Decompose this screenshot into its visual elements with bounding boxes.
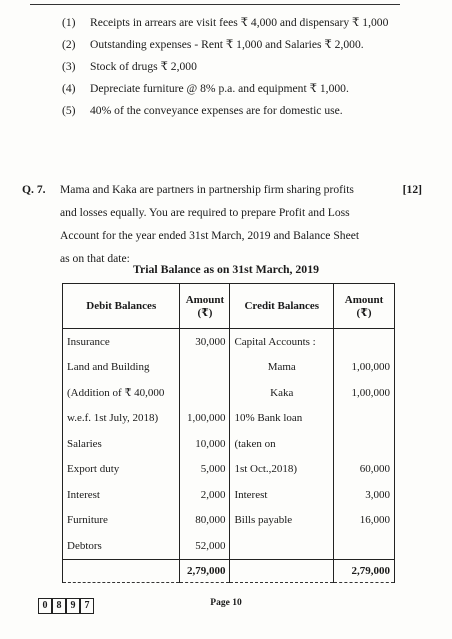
debit-amount-cell: 52,000	[180, 533, 230, 559]
table-row	[63, 533, 395, 559]
table-row	[63, 380, 395, 406]
debit-amount-cell: 30,000	[180, 329, 230, 355]
note-item	[62, 12, 407, 34]
debit-cell: w.e.f. 1st July, 2018)	[63, 406, 180, 432]
note-item	[62, 100, 407, 122]
credit-cell: Interest	[230, 482, 334, 508]
note-number: (2)	[62, 38, 76, 51]
table-row	[63, 431, 395, 457]
table-row	[63, 329, 395, 355]
credit-amount-cell: 1,00,000	[334, 355, 395, 381]
debit-total-label	[63, 559, 180, 582]
credit-cell: Kaka	[230, 380, 334, 406]
table-row	[63, 457, 395, 483]
note-text: Stock of drugs ₹ 2,000	[90, 60, 197, 73]
notes-list	[62, 12, 407, 122]
credit-amount-cell: 60,000	[334, 457, 395, 483]
note-text: Receipts in arrears are visit fees ₹ 4,000 and dispensary ₹ 1,000	[90, 16, 389, 29]
note-item	[62, 34, 407, 56]
table-row	[63, 508, 395, 534]
credit-cell: Mama	[230, 355, 334, 381]
debit-amount-cell: 2,000	[180, 482, 230, 508]
debit-cell: Salaries	[63, 431, 180, 457]
credit-total-label	[230, 559, 334, 582]
credit-amount-cell	[334, 533, 395, 559]
credit-amount-cell: 1,00,000	[334, 380, 395, 406]
table-row	[63, 482, 395, 508]
credit-amount-cell: 3,000	[334, 482, 395, 508]
note-text: Outstanding expenses - Rent ₹ 1,000 and Salaries ₹ 2,000.	[90, 38, 364, 51]
credit-amount-cell	[334, 329, 395, 355]
debit-amount-cell: 1,00,000	[180, 406, 230, 432]
credit-header: Credit Balances	[230, 284, 334, 329]
debit-cell: Interest	[63, 482, 180, 508]
credit-cell: (taken on	[230, 431, 334, 457]
note-item	[62, 78, 407, 100]
credit-cell	[230, 533, 334, 559]
debit-cell: Land and Building	[63, 355, 180, 381]
debit-cell: Export duty	[63, 457, 180, 483]
note-number: (1)	[62, 16, 76, 29]
credit-amount-header: Amount (₹)	[334, 284, 395, 329]
note-number: (4)	[62, 82, 76, 95]
totals-row	[63, 559, 395, 582]
note-text: 40% of the conveyance expenses are for domestic use.	[90, 104, 343, 117]
table-row	[63, 355, 395, 381]
question-text: Mama and Kaka are partners in partnership firm sharing profits and losses equally. You are required to prepare Profit and Loss Account for the year ended 31st March, 2019 and Balance Sheet as on that date:	[60, 183, 360, 265]
top-rule	[30, 4, 400, 5]
credit-cell: Capital Accounts :	[230, 329, 334, 355]
question-marks: [12]	[402, 183, 422, 196]
debit-amount-cell: 5,000	[180, 457, 230, 483]
debit-cell: Furniture	[63, 508, 180, 534]
debit-amount-cell	[180, 380, 230, 406]
debit-amount-header: Amount (₹)	[180, 284, 230, 329]
credit-amount-cell: 16,000	[334, 508, 395, 534]
table-header-row	[63, 284, 395, 329]
credit-cell: 10% Bank loan	[230, 406, 334, 432]
trial-balance-title: Trial Balance as on 31st March, 2019	[132, 262, 319, 276]
note-item	[62, 56, 407, 78]
page-number: Page 10	[210, 598, 242, 608]
note-number: (5)	[62, 104, 76, 117]
debit-amount-cell: 80,000	[180, 508, 230, 534]
paper-code-digit: 9	[66, 598, 80, 614]
question-number: Q. 7.	[22, 183, 46, 196]
paper-code-digit: 8	[52, 598, 66, 614]
debit-header: Debit Balances	[63, 284, 180, 329]
credit-amount-cell	[334, 431, 395, 457]
debit-cell: Insurance	[63, 329, 180, 355]
debit-cell: (Addition of ₹ 40,000	[63, 380, 180, 406]
note-text: Depreciate furniture @ 8% p.a. and equipment ₹ 1,000.	[90, 82, 349, 95]
paper-code-digit: 7	[80, 598, 94, 614]
debit-cell: Debtors	[63, 533, 180, 559]
credit-amount-cell	[334, 406, 395, 432]
credit-cell: Bills payable	[230, 508, 334, 534]
note-number: (3)	[62, 60, 76, 73]
credit-cell: 1st Oct.,2018)	[230, 457, 334, 483]
credit-total: 2,79,000	[334, 559, 395, 582]
debit-amount-cell	[180, 355, 230, 381]
trial-balance-table	[62, 283, 395, 583]
debit-total: 2,79,000	[180, 559, 230, 582]
debit-amount-cell: 10,000	[180, 431, 230, 457]
paper-code-digit: 0	[38, 598, 52, 614]
table-row	[63, 406, 395, 432]
